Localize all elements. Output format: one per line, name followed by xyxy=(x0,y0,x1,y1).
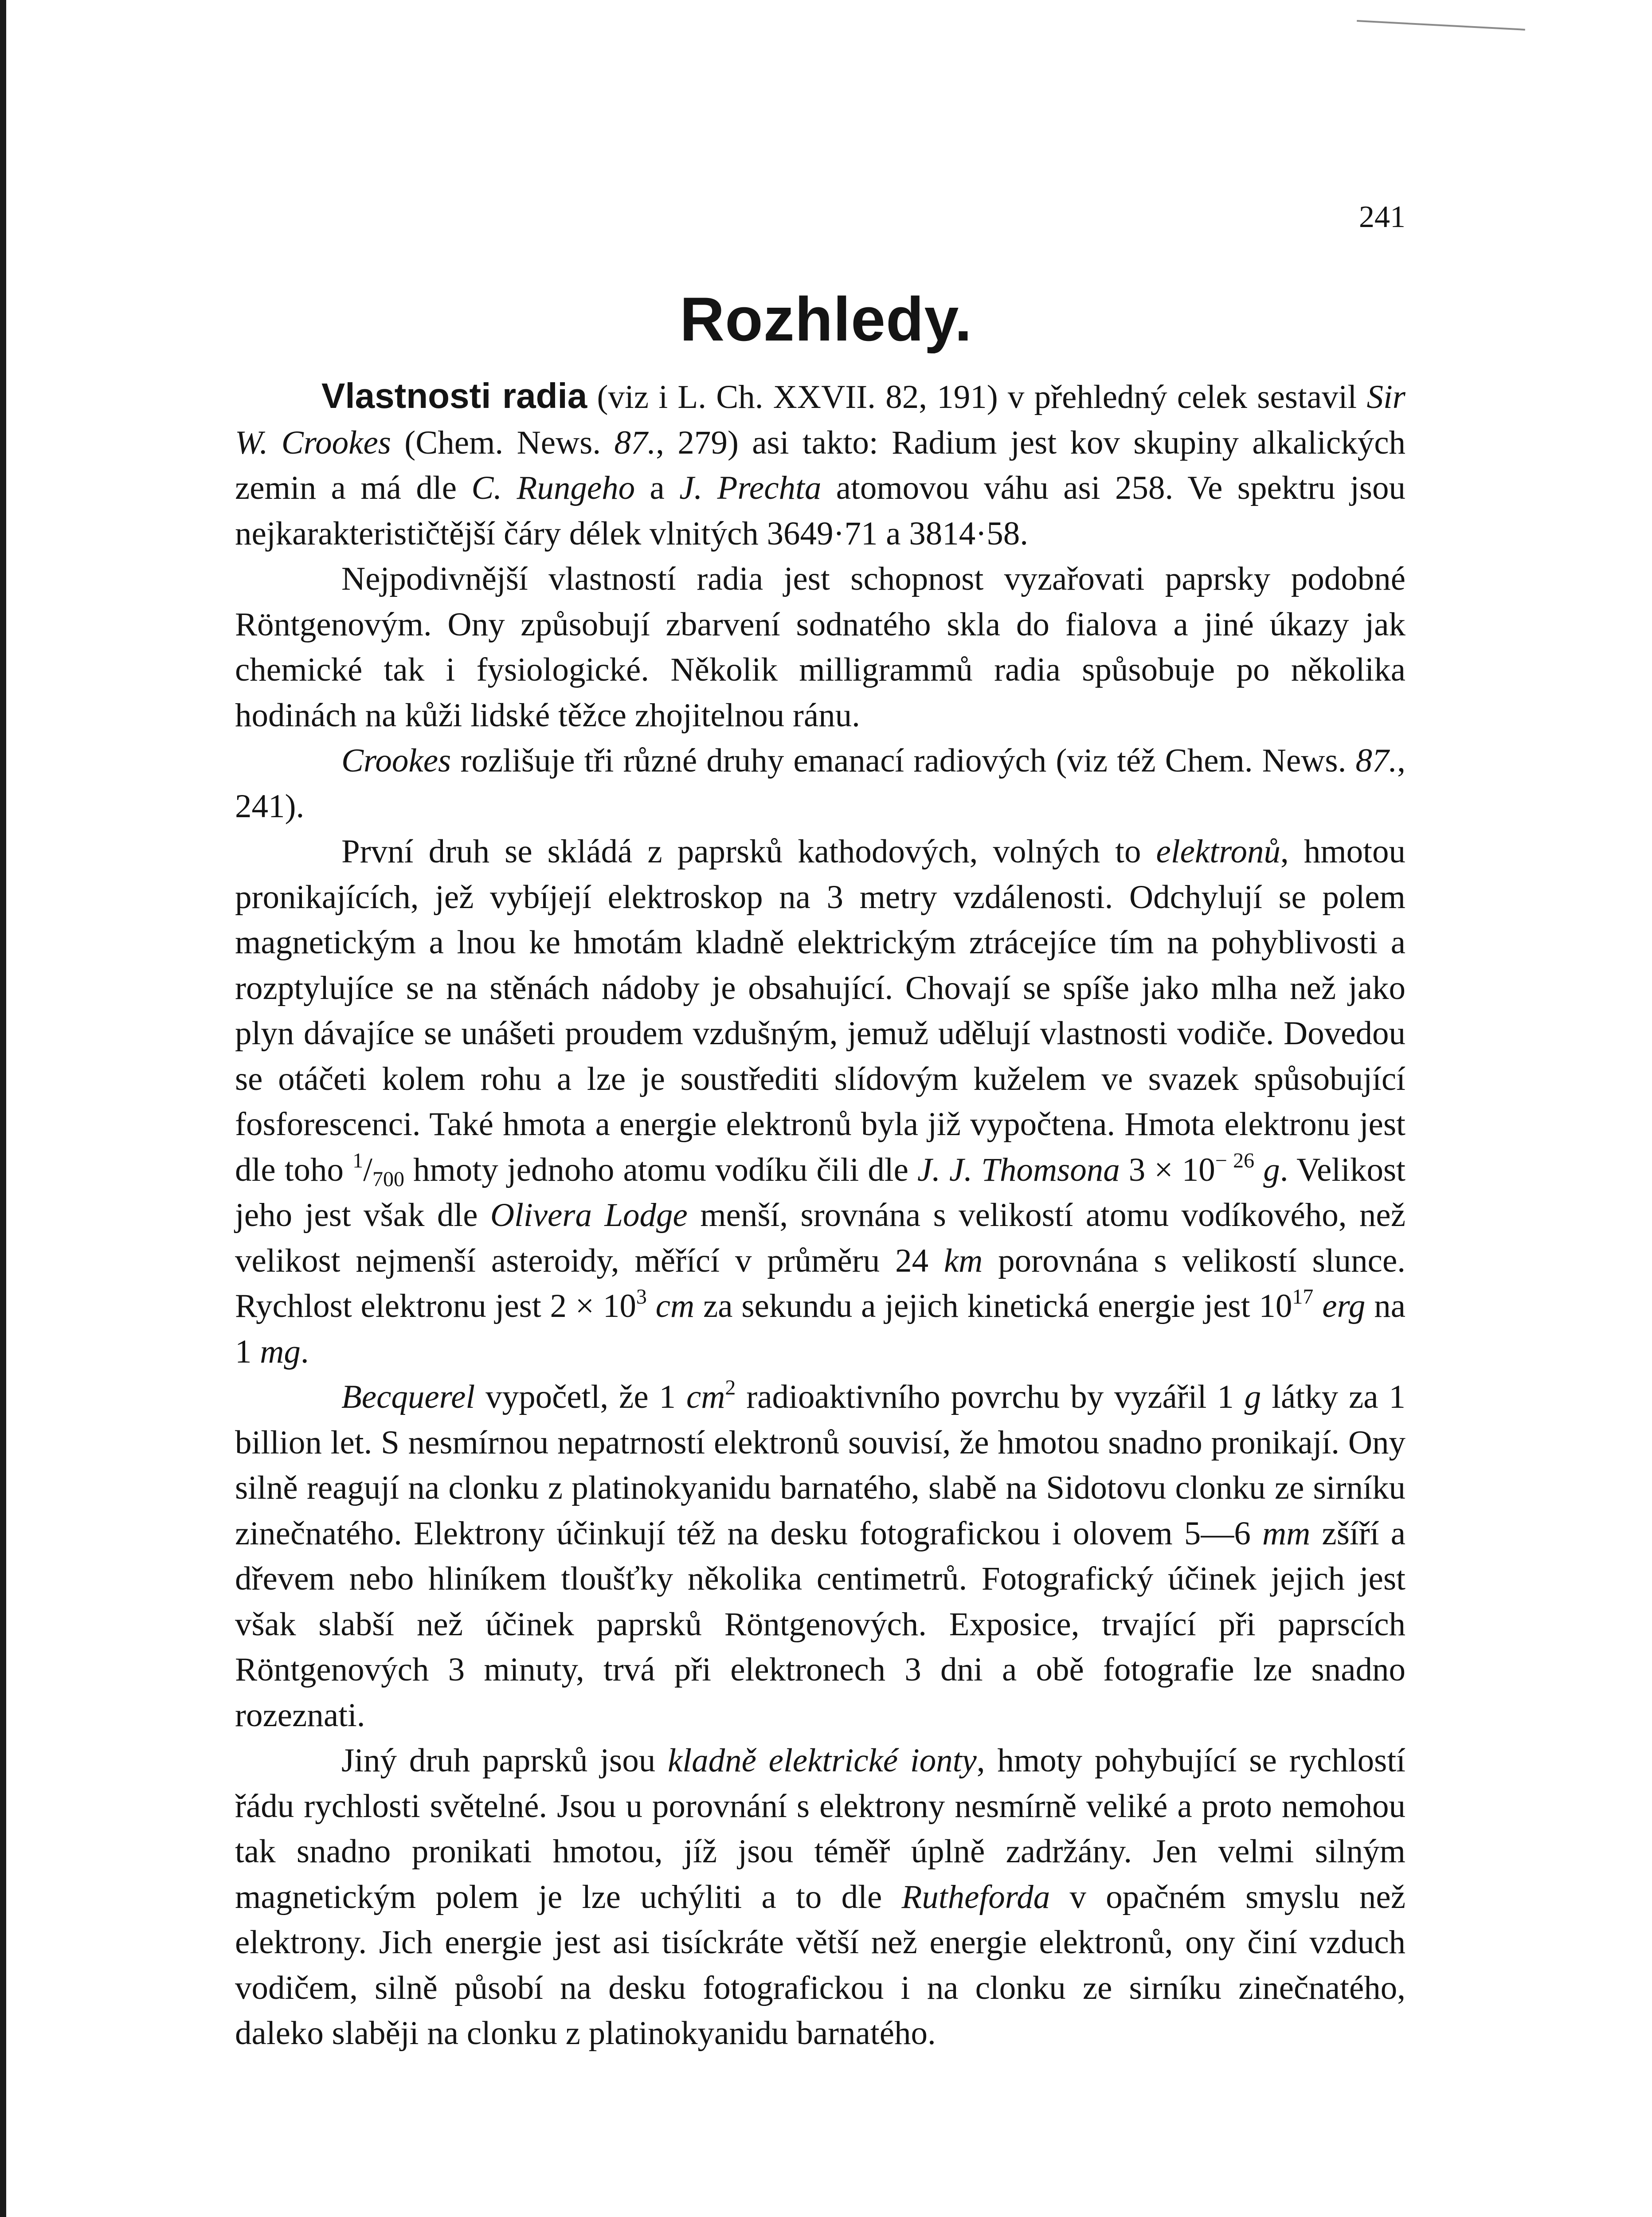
text-span: za sekundu a jejich kinetická energie jest 10 xyxy=(694,1288,1292,1324)
text-span: porovnána s velikostí slunce. Rychlost elektronu jest 2 × 10 xyxy=(235,1242,1406,1324)
exponent: − 26 xyxy=(1215,1148,1255,1172)
author-name: Crookes xyxy=(341,742,451,779)
unit: mg xyxy=(260,1333,301,1370)
text-span: . xyxy=(300,1333,309,1370)
section-heading: Vlastnosti radia xyxy=(321,376,587,415)
text-span: První druh se skládá z paprsků kathodových, volných to xyxy=(341,833,1156,870)
emphasis: elektronů xyxy=(1156,833,1280,870)
unit: erg xyxy=(1313,1288,1366,1324)
unit: g xyxy=(1254,1151,1280,1188)
page-number: 241 xyxy=(1359,200,1405,234)
text-span: (Chem. News. xyxy=(391,424,615,461)
author-name: Rutheforda xyxy=(901,1878,1050,1915)
unit: cm xyxy=(646,1288,695,1324)
exponent: 17 xyxy=(1292,1285,1314,1308)
text-span: , 279) asi takto: Radium jest kov skupiny alkalických zemin a má dle xyxy=(235,424,1405,506)
text-span: látky za 1 billion let. S nesmírnou nepatrností elektronů souvisí, že hmotou snadno pronikají. Ony silně reagují na clonku z platinokyanidu barnatého, slabě na Sidotovu clonku ze sirníku zinečnatého. Elektrony účinkují též na desku fotografickou i olovem 5—6 xyxy=(235,1379,1405,1552)
text-span: (viz i L. Ch. XXVII. 82, 191) v přehledný celek sestavil xyxy=(587,379,1367,415)
scan-artifact-line xyxy=(1357,20,1525,31)
text-span: . Velikost jeho jest však dle xyxy=(235,1151,1406,1234)
paragraph-3 xyxy=(235,738,1405,829)
text-span: zšíří a dřevem nebo hliníkem tloušťky několika centimetrů. Fotografický účinek jejich jest však slabší než účinek paprsků Röntgenových. Exposice, trvající při paprscích Röntgenových 3 minuty, trvá při elektronech 3 dni a obě fotografie lze snadno rozeznati. xyxy=(235,1515,1405,1734)
text-span: , 241). xyxy=(235,742,1405,825)
unit: mm xyxy=(1262,1515,1311,1552)
text-span: v opačném smyslu než elektrony. Jich energie jest asi tisíckráte větší než energie elektronů, ony činí vzduch vodičem, silně působí na desku fotografickou i na clonku ze sirníku zinečnatého, daleko slaběji na clonku z platinokyanidu barnatého. xyxy=(235,1878,1405,2052)
emphasis: kladně elektrické ionty xyxy=(668,1742,977,1779)
exponent: 3 xyxy=(636,1285,647,1308)
author-name: Becquerel xyxy=(341,1379,475,1415)
fraction-denominator: 700 xyxy=(372,1167,404,1191)
exponent: 2 xyxy=(725,1376,736,1399)
unit: km xyxy=(943,1242,983,1279)
page-title: Rozhledy. xyxy=(680,284,972,354)
text-span: rozlišuje tři různé druhy emanací radiových (viz též Chem. News. xyxy=(451,742,1356,779)
volume-number: 87. xyxy=(614,424,656,461)
text-span: , hmotou pronikajících, jež vybíjejí elektroskop na 3 metry vzdálenosti. Odchylují se polem magnetickým a lnou ke hmotám kladně elektrickým ztrácejíce tím na pohyblivosti a rozptylujíce se na stěnách nádoby je obsahující. Chovají se spíše jako mlha než jako plyn dávajíce se unášeti proudem vzdušným, jemuž udělují vlastnosti vodiče. Dovedou se otáčeti kolem rohu a lze je soustřediti slídovým kuželem ve svazek spůsobující fosforescenci. Také hmota a energie elektronů byla již vypočtena. Hmota elektronu jest dle toho xyxy=(235,833,1405,1188)
article-body xyxy=(235,373,1405,2056)
text-span: 3 × 10 xyxy=(1120,1151,1215,1188)
text-span: hmoty jednoho atomu vodíku čili dle xyxy=(404,1151,917,1188)
fraction-numerator: 1 xyxy=(352,1148,364,1172)
paragraph-4: První druh se skládá z paprsků kathodových, volných to elektronů, hmotou pronikajících, jež vybíjejí elektroskop na 3 metry vzdálenosti. Odchylují se polem magnetickým a lnou ke hmotám kladně elektrickým ztrácejíce tím na pohyblivosti a rozptylujíce se na stěnách nádoby je obsahující. Chovají se spíše jako mlha než jako plyn dávajíce se unášeti proudem vzdušným, jemuž udělují vlastnosti vodiče. Dovedou se otáčeti kolem rohu a lze je soustřediti slídovým kuželem ve svazek spůsobující fosforescenci. Také hmota a energie elektronů byla již vypočtena. Hmota elektronu jest dle toho $^1/_{700}$ hmoty jednoho atomu vodíku čili dle J. J. Thomsona $3 \times 10^{- 26}$ g. Velikost jeho jest však dle Olivera Lodge menší, srovnána s velikostí atomu vodíkového, než velikost nejmenší asteroidy, měřící v průměru 24 km porovnána s velikostí slunce. Rychlost elektronu jest $2 \times 10^3$ cm za sekundu a jejich kinetická energie jest $10^{17}$ erg na 1 mg. xyxy=(235,833,1406,1370)
author-name: Sir W. Crookes xyxy=(235,379,1405,461)
unit: cm xyxy=(686,1379,725,1415)
text-span: a xyxy=(635,470,680,506)
unit: g xyxy=(1244,1379,1261,1415)
text-span: , hmoty pohybující se rychlostí řádu rychlosti světelné. Jsou u porovnání s elektrony nesmírně veliké a proto nemohou tak snadno pronikati hmotou, jíž jsou téměř úplně zadržány. Jen velmi silným magnetickým polem je lze uchýliti a to dle xyxy=(235,1742,1406,1915)
author-name: J. Prechta xyxy=(679,470,822,506)
paragraph-1 xyxy=(235,373,1405,556)
paragraph-2: Nejpodivnější vlastností radia jest schopnost vyzařovati paprsky podobné Röntgenovým. Ony způsobují zbarvení sodnatého skla do fialova a jiné úkazy jak chemické tak i fysiologické. Několik milligrammů radia spůsobuje po několika hodinách na kůži lidské těžce zhojitelnou ránu. xyxy=(235,560,1405,734)
text-span: menší, srovnána s velikostí atomu vodíkového, než velikost nejmenší asteroidy, měřící v průměru 24 xyxy=(235,1197,1405,1279)
text-span: na 1 xyxy=(235,1288,1405,1370)
text-span: Jiný druh paprsků jsou xyxy=(341,1742,668,1779)
volume-number: 87. xyxy=(1355,742,1398,779)
text-span: atomovou váhu asi 258. Ve spektru jsou nejkarakterističtější čáry délek vlnitých 3649·71 a 3814·58. xyxy=(235,470,1406,552)
author-name: Olivera Lodge xyxy=(490,1197,688,1234)
paragraph-6 xyxy=(235,1738,1405,2056)
text-span: vypočetl, že 1 xyxy=(475,1379,686,1415)
author-name: C. Rungeho xyxy=(471,470,635,506)
text-span: radioaktivního povrchu by vyzářil 1 xyxy=(736,1379,1245,1415)
paragraph-5 xyxy=(235,1375,1405,1738)
author-name: J. J. Thomsona xyxy=(917,1151,1120,1188)
